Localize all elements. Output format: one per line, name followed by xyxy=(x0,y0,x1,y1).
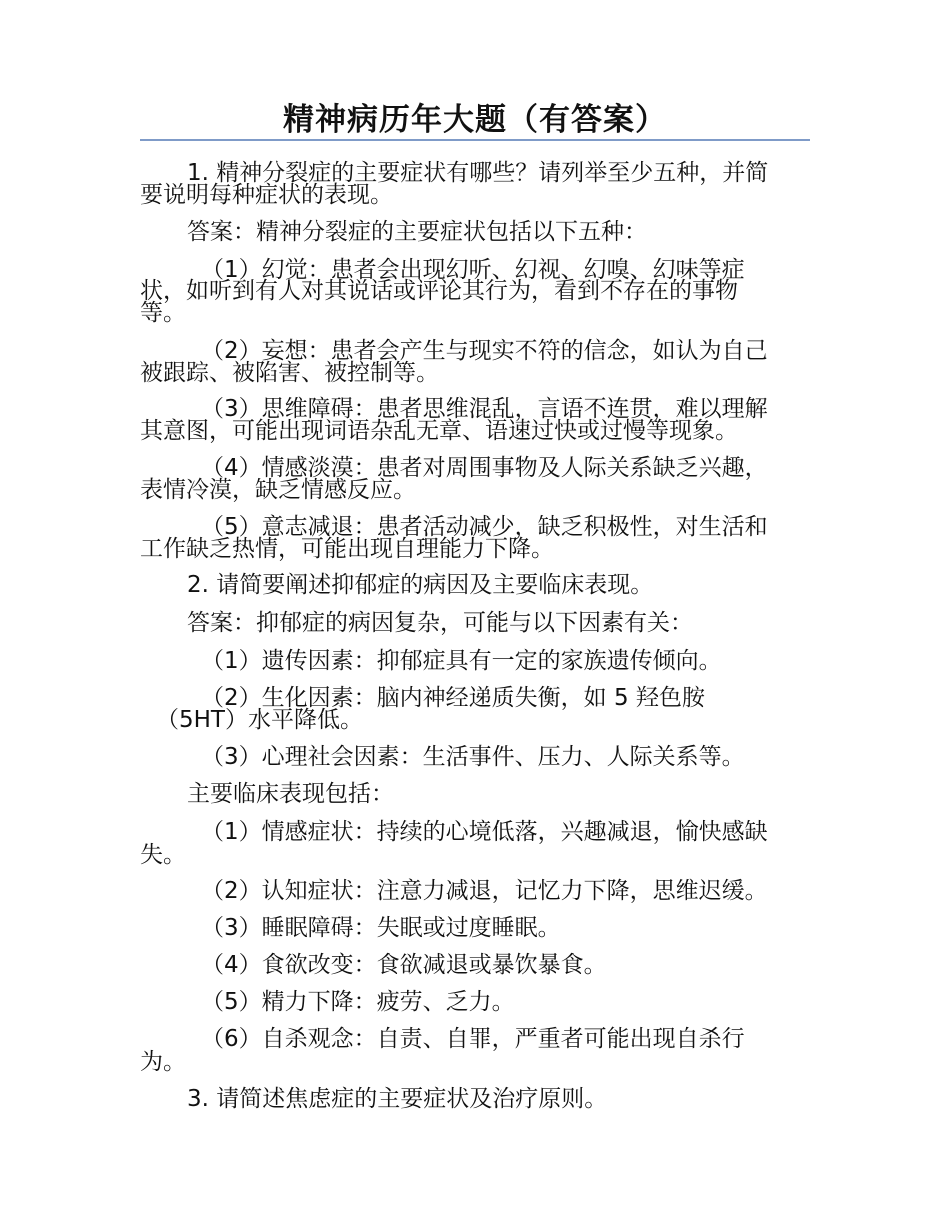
answer-1-item-4-line-2: 表情冷漠，缺乏情感反应。 xyxy=(140,477,416,503)
answer-1-item-1-line-2: 状，如听到有人对其说话或评论其行为，看到不存在的事物 xyxy=(140,278,738,304)
answer-1-item-3-line-1: （3）思维障碍：患者思维混乱，言语不连贯，难以理解 xyxy=(201,396,768,422)
answer-2-manifestations-intro: 主要临床表现包括： xyxy=(187,781,394,807)
answer-2-symptom-4: （4）食欲改变：食欲减退或暴饮暴食。 xyxy=(201,952,607,978)
question-3: 3. 请简述焦虑症的主要症状及治疗原则。 xyxy=(187,1086,608,1112)
answer-2-symptom-1-line-2: 失。 xyxy=(140,842,186,868)
question-2: 2. 请简要阐述抑郁症的病因及主要临床表现。 xyxy=(187,572,654,598)
question-1-line-2: 要说明每种症状的表现。 xyxy=(140,182,393,208)
title-underline xyxy=(140,139,810,141)
answer-1-item-3-line-2: 其意图，可能出现词语杂乱无章、语速过快或过慢等现象。 xyxy=(140,418,738,444)
answer-1-item-1-line-3: 等。 xyxy=(140,300,186,326)
answer-2-symptom-3: （3）睡眠障碍：失眠或过度睡眠。 xyxy=(201,915,561,941)
answer-2-symptom-6-line-1: （6）自杀观念：自责、自罪，严重者可能出现自杀行 xyxy=(201,1026,745,1052)
answer-1-item-4-line-1: （4）情感淡漠：患者对周围事物及人际关系缺乏兴趣， xyxy=(201,455,768,481)
answer-2-intro: 答案：抑郁症的病因复杂，可能与以下因素有关： xyxy=(187,610,693,636)
answer-1-item-2-line-1: （2）妄想：患者会产生与现实不符的信念，如认为自己 xyxy=(201,338,768,364)
answer-1-item-1-line-1: （1）幻觉：患者会出现幻听、幻视、幻嗅、幻味等症 xyxy=(201,257,745,283)
answer-2-symptom-5: （5）精力下降：疲劳、乏力。 xyxy=(201,989,515,1015)
answer-2-cause-2-line-1: （2）生化因素：脑内神经递质失衡，如 5 羟色胺 xyxy=(201,685,705,711)
answer-2-cause-1: （1）遗传因素：抑郁症具有一定的家族遗传倾向。 xyxy=(201,648,722,674)
answer-1-item-5-line-1: （5）意志减退：患者活动减少，缺乏积极性，对生活和 xyxy=(201,514,768,540)
answer-2-symptom-1-line-1: （1）情感症状：持续的心境低落，兴趣减退，愉快感缺 xyxy=(201,819,768,845)
answer-2-cause-2-line-2: （5HT）水平降低。 xyxy=(156,707,363,733)
answer-2-cause-3: （3）心理社会因素：生活事件、压力、人际关系等。 xyxy=(201,744,745,770)
question-1-line-1: 1. 精神分裂症的主要症状有哪些？请列举至少五种，并简 xyxy=(187,160,769,186)
answer-2-symptom-6-line-2: 为。 xyxy=(140,1049,186,1075)
document-title: 精神病历年大题（有答案） xyxy=(283,102,667,138)
answer-1-item-5-line-2: 工作缺乏热情，可能出现自理能力下降。 xyxy=(140,536,554,562)
answer-1-item-2-line-2: 被跟踪、被陷害、被控制等。 xyxy=(140,360,439,386)
answer-2-symptom-2: （2）认知症状：注意力减退，记忆力下降，思维迟缓。 xyxy=(201,878,768,904)
answer-1-intro: 答案：精神分裂症的主要症状包括以下五种： xyxy=(187,219,647,245)
